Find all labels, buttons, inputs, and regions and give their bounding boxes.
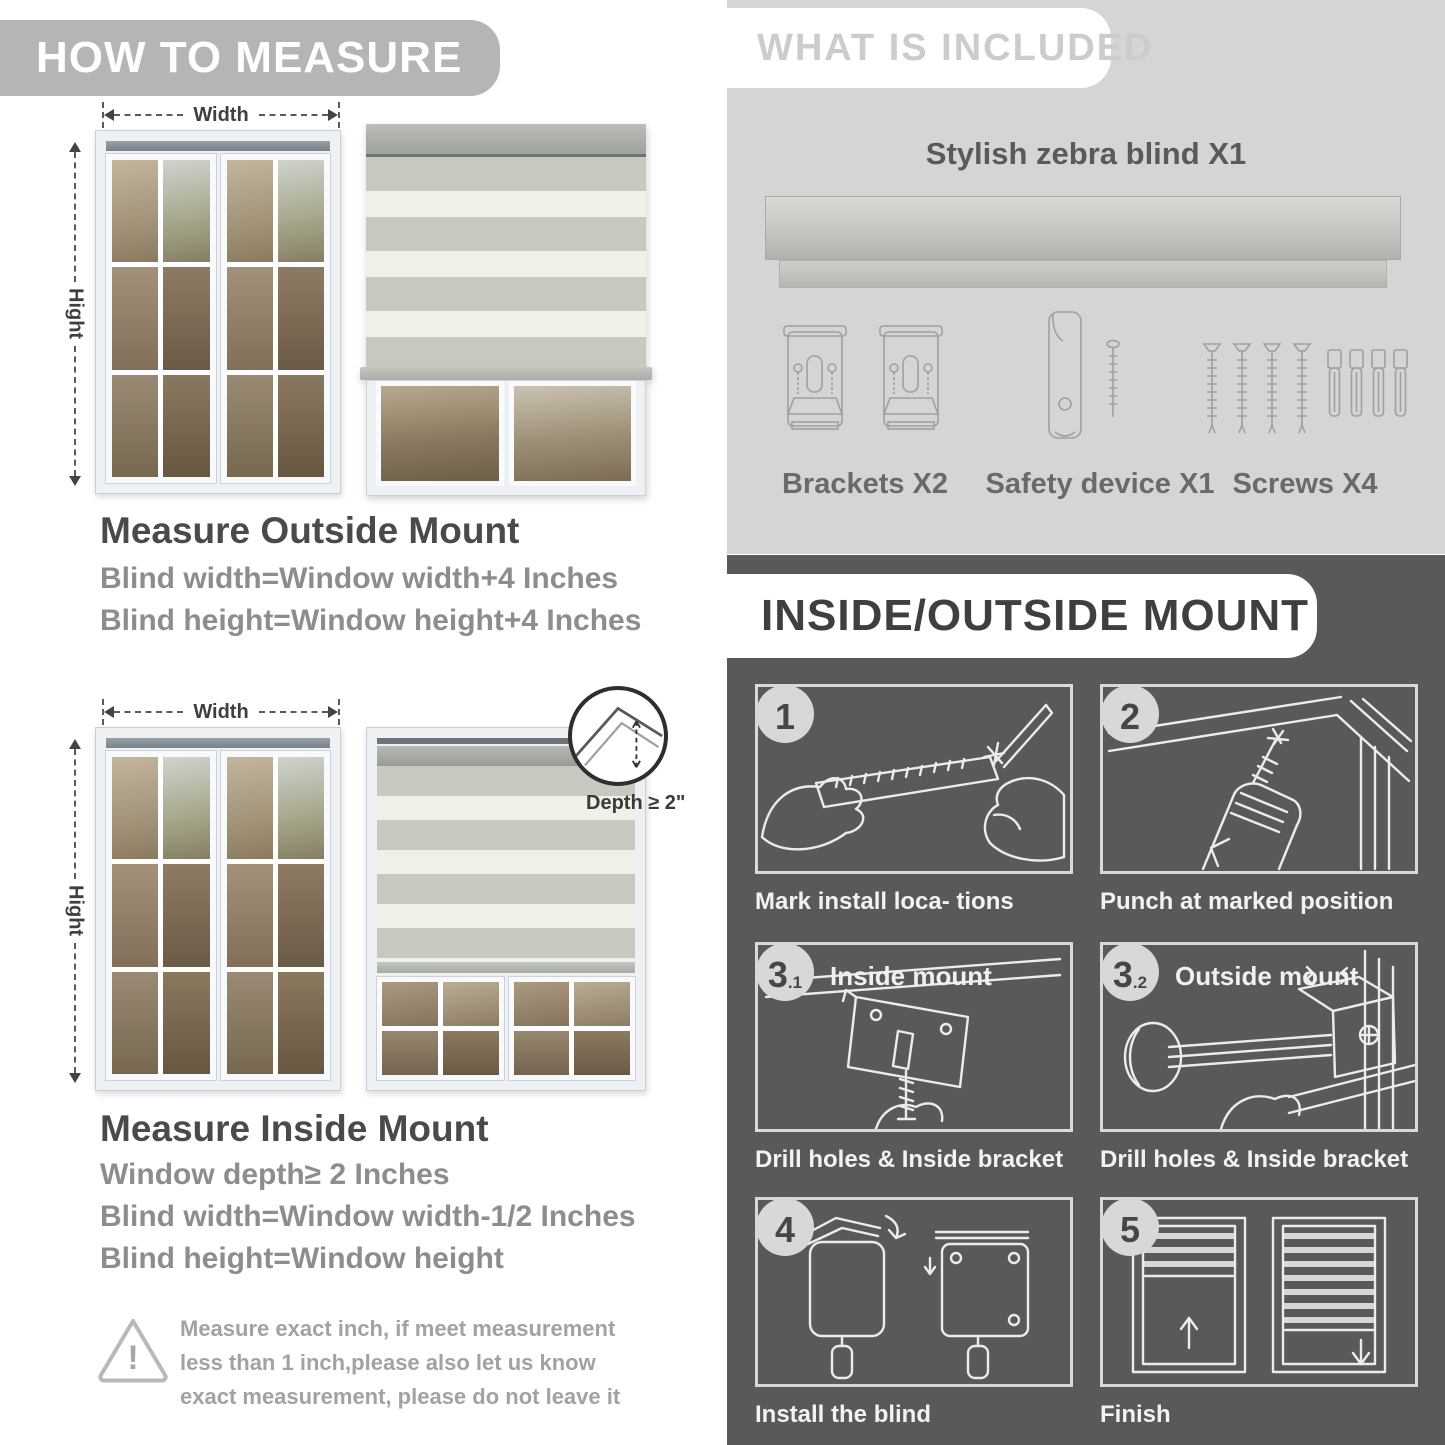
depth-detail-magnifier	[568, 686, 668, 786]
step-3-1-badge: 3 .1	[756, 943, 814, 1001]
window-sash	[106, 154, 216, 483]
inside-mount-rule-height: Blind height=Window height	[100, 1242, 504, 1275]
window-lintel	[106, 141, 330, 151]
how-to-measure-title: HOW TO MEASURE	[36, 33, 463, 82]
screws-anchors-icon	[1200, 328, 1415, 448]
inside-mount-rule-width: Blind width=Window width-1/2 Inches	[100, 1200, 636, 1233]
step-5-panel	[1100, 1197, 1418, 1387]
depth-label: Depth ≥ 2"	[586, 792, 686, 814]
step-3-2-title: Outside mount	[1175, 961, 1359, 991]
step-3-2-caption: Drill holes & Inside bracket	[1100, 1146, 1409, 1173]
blind-stripes	[366, 157, 646, 367]
window-sash	[106, 751, 216, 1080]
window-under-blind	[366, 380, 646, 496]
arrow-down-icon	[69, 476, 81, 486]
step-2-badge: 2	[1101, 685, 1159, 743]
brackets-icon	[780, 318, 950, 458]
window-sash	[221, 154, 331, 483]
arrow-right-icon	[328, 706, 338, 718]
height-label: Hight	[64, 885, 87, 937]
step-4-caption: Install the blind	[755, 1401, 932, 1428]
dimension-tick	[338, 102, 340, 128]
width-label: Width	[193, 700, 249, 723]
safety-device-label: Safety device X1	[985, 468, 1215, 500]
height-label: Hight	[64, 288, 87, 340]
step-1-badge: 1	[756, 685, 814, 743]
window-under-blind	[377, 977, 635, 1080]
what-is-included-header	[727, 8, 1154, 88]
step-3-1-title: Inside mount	[830, 961, 992, 991]
window-sash	[221, 751, 331, 1080]
width-dimension-outside	[102, 102, 340, 128]
warning-exclamation: !	[127, 1339, 139, 1377]
what-is-included-title: WHAT IS INCLUDED	[757, 27, 1154, 69]
step-3-2-panel	[1100, 942, 1418, 1132]
width-dimension-inside	[102, 699, 340, 725]
width-label: Width	[193, 103, 249, 126]
outside-mount-title: Measure Outside Mount	[100, 510, 520, 551]
measure-warning-text: Measure exact inch, if meet measurement less than 1 inch,please also let us know exact measurement, please do not leave it	[180, 1316, 621, 1409]
inside-mount-rule-depth: Window depth≥ 2 Inches	[100, 1158, 450, 1191]
blind-bottomrail	[360, 367, 652, 380]
window-illustration-inside	[95, 727, 341, 1091]
arrow-down-icon	[69, 1073, 81, 1083]
arrow-up-icon	[69, 739, 81, 749]
safety-device-icon	[1035, 306, 1155, 461]
step-5-caption: Finish	[1100, 1401, 1171, 1428]
product-label: Stylish zebra blind X1	[925, 136, 1247, 171]
mount-title: INSIDE/OUTSIDE MOUNT	[761, 591, 1310, 640]
step-1-panel	[755, 684, 1073, 874]
outside-mount-rule-height: Blind height=Window height+4 Inches	[100, 604, 642, 637]
step-2-caption: Punch at marked position	[1100, 888, 1394, 915]
arrow-right-icon	[328, 109, 338, 121]
step-4-badge: 4	[756, 1198, 814, 1256]
how-to-measure-header	[0, 20, 500, 96]
height-dimension-outside	[58, 142, 92, 486]
step-5-badge: 5	[1101, 1198, 1159, 1256]
step-4-panel	[755, 1197, 1073, 1387]
blind-headrail-product	[765, 196, 1401, 260]
blind-headrail	[366, 124, 646, 157]
arrow-left-icon	[104, 706, 114, 718]
corner-depth-illustration	[572, 690, 664, 782]
mount-header	[727, 574, 1317, 658]
outside-mount-rule-width: Blind width=Window width+4 Inches	[100, 562, 619, 595]
window-lintel	[106, 738, 330, 748]
step-1-caption: Mark install loca- tions	[755, 888, 1014, 915]
warning-triangle-icon	[96, 1316, 170, 1386]
step-2-panel	[1100, 684, 1418, 874]
blind-bottomrail	[377, 962, 635, 973]
zebra-blind-illustration-outside	[366, 124, 646, 496]
step-3-2-badge: 3 .2	[1101, 943, 1159, 1001]
arrow-left-icon	[104, 109, 114, 121]
arrow-up-icon	[69, 142, 81, 152]
inside-mount-title: Measure Inside Mount	[100, 1108, 489, 1149]
step-3-1-caption: Drill holes & Inside bracket	[755, 1146, 1064, 1173]
step-3-1-panel	[755, 942, 1073, 1132]
height-dimension-inside	[58, 739, 92, 1083]
screws-label: Screws X4	[1232, 468, 1378, 500]
window-illustration-outside	[95, 130, 341, 494]
brackets-label: Brackets X2	[781, 468, 949, 500]
blind-headrail-lip	[779, 260, 1387, 288]
